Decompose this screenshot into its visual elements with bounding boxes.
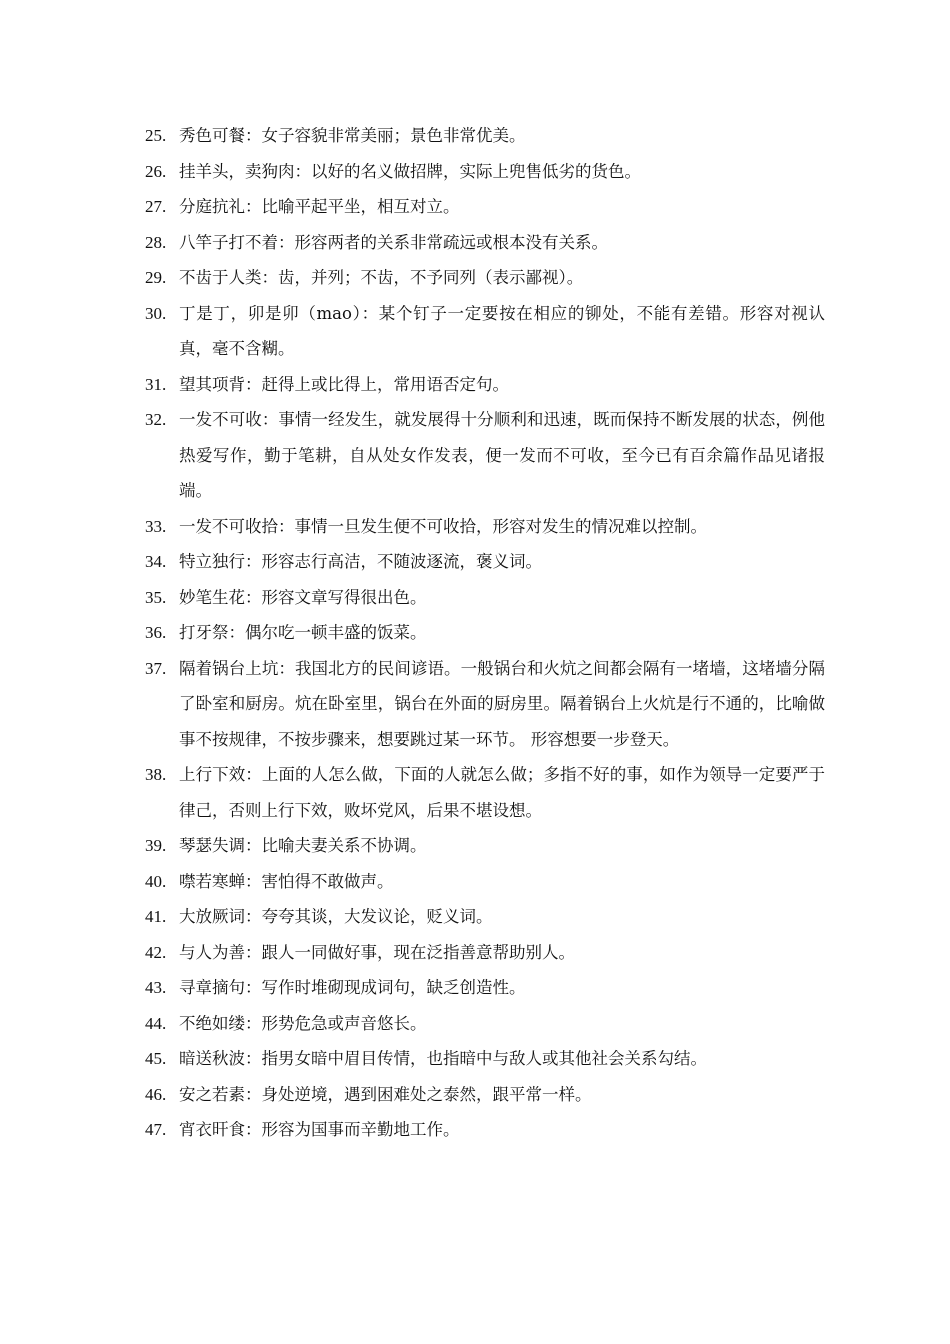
list-item [145,118,825,154]
item-number: 47. [145,1120,167,1139]
list-item [145,757,825,828]
item-text: 丁是丁，卯是卯（mao）：某个钉子一定要按在相应的铆处，不能有差错。形容对视认真，毫不含糊。 [179,303,825,358]
item-number: 28. [145,232,167,252]
item-number: 37. [145,658,167,678]
item-number: 36. [145,623,167,642]
list-item [145,260,825,296]
item-text: 特立独行：形容志行高洁，不随波逐流，褒义词。 [179,552,542,571]
list-item [145,1041,825,1077]
list-item [145,828,825,864]
item-text: 一发不可收拾：事情一旦发生便不可收拾，形容对发生的情况难以控制。 [179,516,707,536]
item-text: 望其项背：赶得上或比得上，常用语否定句。 [179,374,509,394]
item-text: 宵衣旰食：形容为国事而辛勤地工作。 [179,1120,460,1139]
list-item [145,615,825,651]
item-number: 41. [145,907,167,926]
list-item [145,970,825,1006]
item-number: 46. [145,1084,167,1104]
item-number: 38. [145,765,167,784]
list-item [145,580,825,616]
list-item [145,1077,825,1113]
item-text: 挂羊头，卖狗肉：以好的名义做招牌，实际上兜售低劣的货色。 [179,161,641,181]
item-number: 26. [145,161,167,181]
item-number: 40. [145,871,167,891]
item-number: 44. [145,1013,167,1033]
item-text: 不绝如缕：形势危急或声音悠长。 [179,1013,427,1033]
item-number: 31. [145,374,167,394]
item-number: 29. [145,268,167,287]
item-text: 打牙祭：偶尔吃一顿丰盛的饭菜。 [179,623,427,642]
list-item [145,402,825,509]
item-number: 45. [145,1049,167,1068]
item-text: 隔着锅台上坑：我国北方的民间谚语。一般锅台和火炕之间都会隔有一堵墙，这堵墙分隔了卧室和厨房。炕在卧室里，锅台在外面的厨房里。隔着锅台上火炕是行不通的，比喻做事不按规律，不按步骤来，想要跳过某一环节。 形容想要一步登天。 [179,658,825,749]
item-text: 八竿子打不着：形容两者的关系非常疏远或根本没有关系。 [179,232,608,252]
item-number: 42. [145,942,167,962]
item-text: 大放厥词：夸夸其谈，大发议论，贬义词。 [179,907,493,926]
list-item [145,544,825,580]
item-number: 30. [145,303,167,323]
item-text: 妙笔生花：形容文章写得很出色。 [179,587,427,607]
list-item [145,1112,825,1148]
item-number: 32. [145,410,167,429]
list-item [145,189,825,225]
list-item [145,935,825,971]
list-item [145,367,825,403]
item-text: 与人为善：跟人一同做好事，现在泛指善意帮助别人。 [179,942,575,962]
item-text: 噤若寒蝉：害怕得不敢做声。 [179,871,394,891]
list-item [145,651,825,758]
item-number: 27. [145,197,167,216]
item-number: 39. [145,836,167,855]
item-number: 34. [145,552,167,571]
list-item [145,296,825,367]
list-item [145,899,825,935]
idiom-list [145,118,825,1148]
list-item [145,154,825,190]
item-number: 25. [145,126,167,145]
item-text: 上行下效：上面的人怎么做，下面的人就怎么做；多指不好的事，如作为领导一定要严于律己，否则上行下效，败坏党风，后果不堪设想。 [179,765,825,820]
list-item [145,509,825,545]
item-text: 不齿于人类：齿，并列；不齿，不予同列（表示鄙视）。 [179,268,584,287]
item-text: 一发不可收：事情一经发生，就发展得十分顺利和迅速，既而保持不断发展的状态，例他热爱写作，勤于笔耕，自从处女作发表，便一发而不可收，至今已有百余篇作品见诸报端。 [179,410,825,500]
item-number: 43. [145,978,167,997]
item-text: 分庭抗礼：比喻平起平坐，相互对立。 [179,197,460,216]
item-text: 秀色可餐：女子容貌非常美丽；景色非常优美。 [179,126,526,145]
list-item [145,1006,825,1042]
item-text: 寻章摘句：写作时堆砌现成词句，缺乏创造性。 [179,978,526,997]
item-text: 琴瑟失调：比喻夫妻关系不协调。 [179,836,427,855]
list-item [145,864,825,900]
list-item [145,225,825,261]
item-text: 安之若素：身处逆境，遇到困难处之泰然，跟平常一样。 [179,1084,592,1104]
item-text: 暗送秋波：指男女暗中眉目传情，也指暗中与敌人或其他社会关系勾结。 [179,1049,707,1068]
item-number: 33. [145,516,167,536]
item-number: 35. [145,587,167,607]
